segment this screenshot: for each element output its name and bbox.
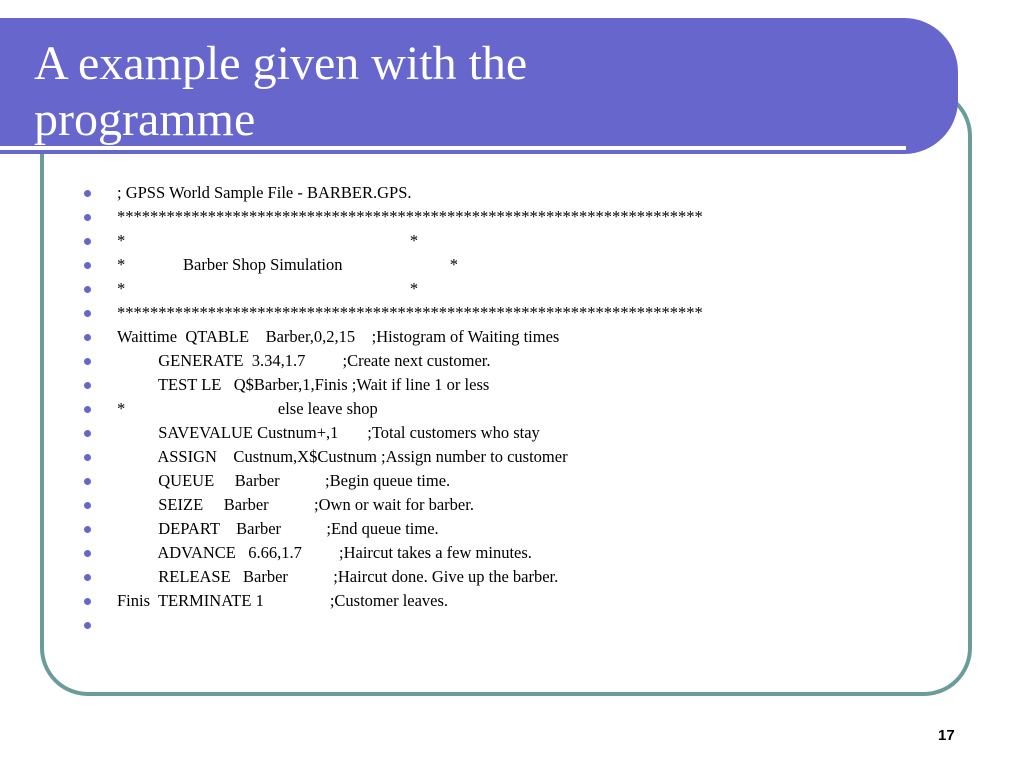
bullet-icon: [84, 238, 91, 245]
code-line: QUEUE Barber ;Begin queue time.: [117, 471, 451, 490]
title-bar: [0, 18, 958, 154]
bullet-icon: [84, 430, 91, 437]
bullet-icon: [84, 502, 91, 509]
code-line: SAVEVALUE Custnum+,1 ;Total customers who stay: [117, 423, 540, 442]
title-underline: [0, 146, 906, 150]
code-line: * *: [117, 231, 419, 250]
code-line: ; GPSS World Sample File - BARBER.GPS.: [117, 183, 412, 202]
code-line: RELEASE Barber ;Haircut done. Give up the barber.: [117, 567, 559, 586]
code-line: * else leave shop: [117, 399, 378, 418]
code-line: DEPART Barber ;End queue time.: [117, 519, 439, 538]
code-line: Finis TERMINATE 1 ;Customer leaves.: [117, 591, 449, 610]
slide-title-line-2: programme: [34, 93, 256, 146]
slide-title-line-1: A example given with the: [34, 37, 528, 90]
bullet-icon: [84, 574, 91, 581]
code-line: TEST LE Q$Barber,1,Finis ;Wait if line 1 or less: [117, 375, 490, 394]
bullet-icon: [84, 406, 91, 413]
bullet-icon: [84, 478, 91, 485]
page-number: 17: [938, 727, 955, 744]
bullet-icon: [84, 190, 91, 197]
code-line: ADVANCE 6.66,1.7 ;Haircut takes a few minutes.: [117, 543, 532, 562]
bullet-icon: [84, 262, 91, 269]
bullet-icon: [84, 310, 91, 317]
bullet-icon: [84, 526, 91, 533]
code-line: * *: [117, 279, 419, 298]
bullet-icon: [84, 550, 91, 557]
bullet-icon: [84, 454, 91, 461]
bullet-icon: [84, 358, 91, 365]
bullet-icon: [84, 286, 91, 293]
code-line: ***********************************************************************: [117, 207, 703, 226]
code-line: ***********************************************************************: [117, 303, 703, 322]
code-line: ASSIGN Custnum,X$Custnum ;Assign number to customer: [117, 447, 568, 466]
code-line: * Barber Shop Simulation *: [117, 255, 458, 274]
bullet-icon: [84, 382, 91, 389]
bullet-icon: [84, 334, 91, 341]
bullet-icon: [84, 598, 91, 605]
code-line: SEIZE Barber ;Own or wait for barber.: [117, 495, 474, 514]
code-line: Waittime QTABLE Barber,0,2,15 ;Histogram of Waiting times: [117, 327, 560, 346]
bullet-icon: [84, 622, 91, 629]
bullet-icon: [84, 214, 91, 221]
code-line: GENERATE 3.34,1.7 ;Create next customer.: [117, 351, 491, 370]
slide-title: [34, 36, 527, 148]
